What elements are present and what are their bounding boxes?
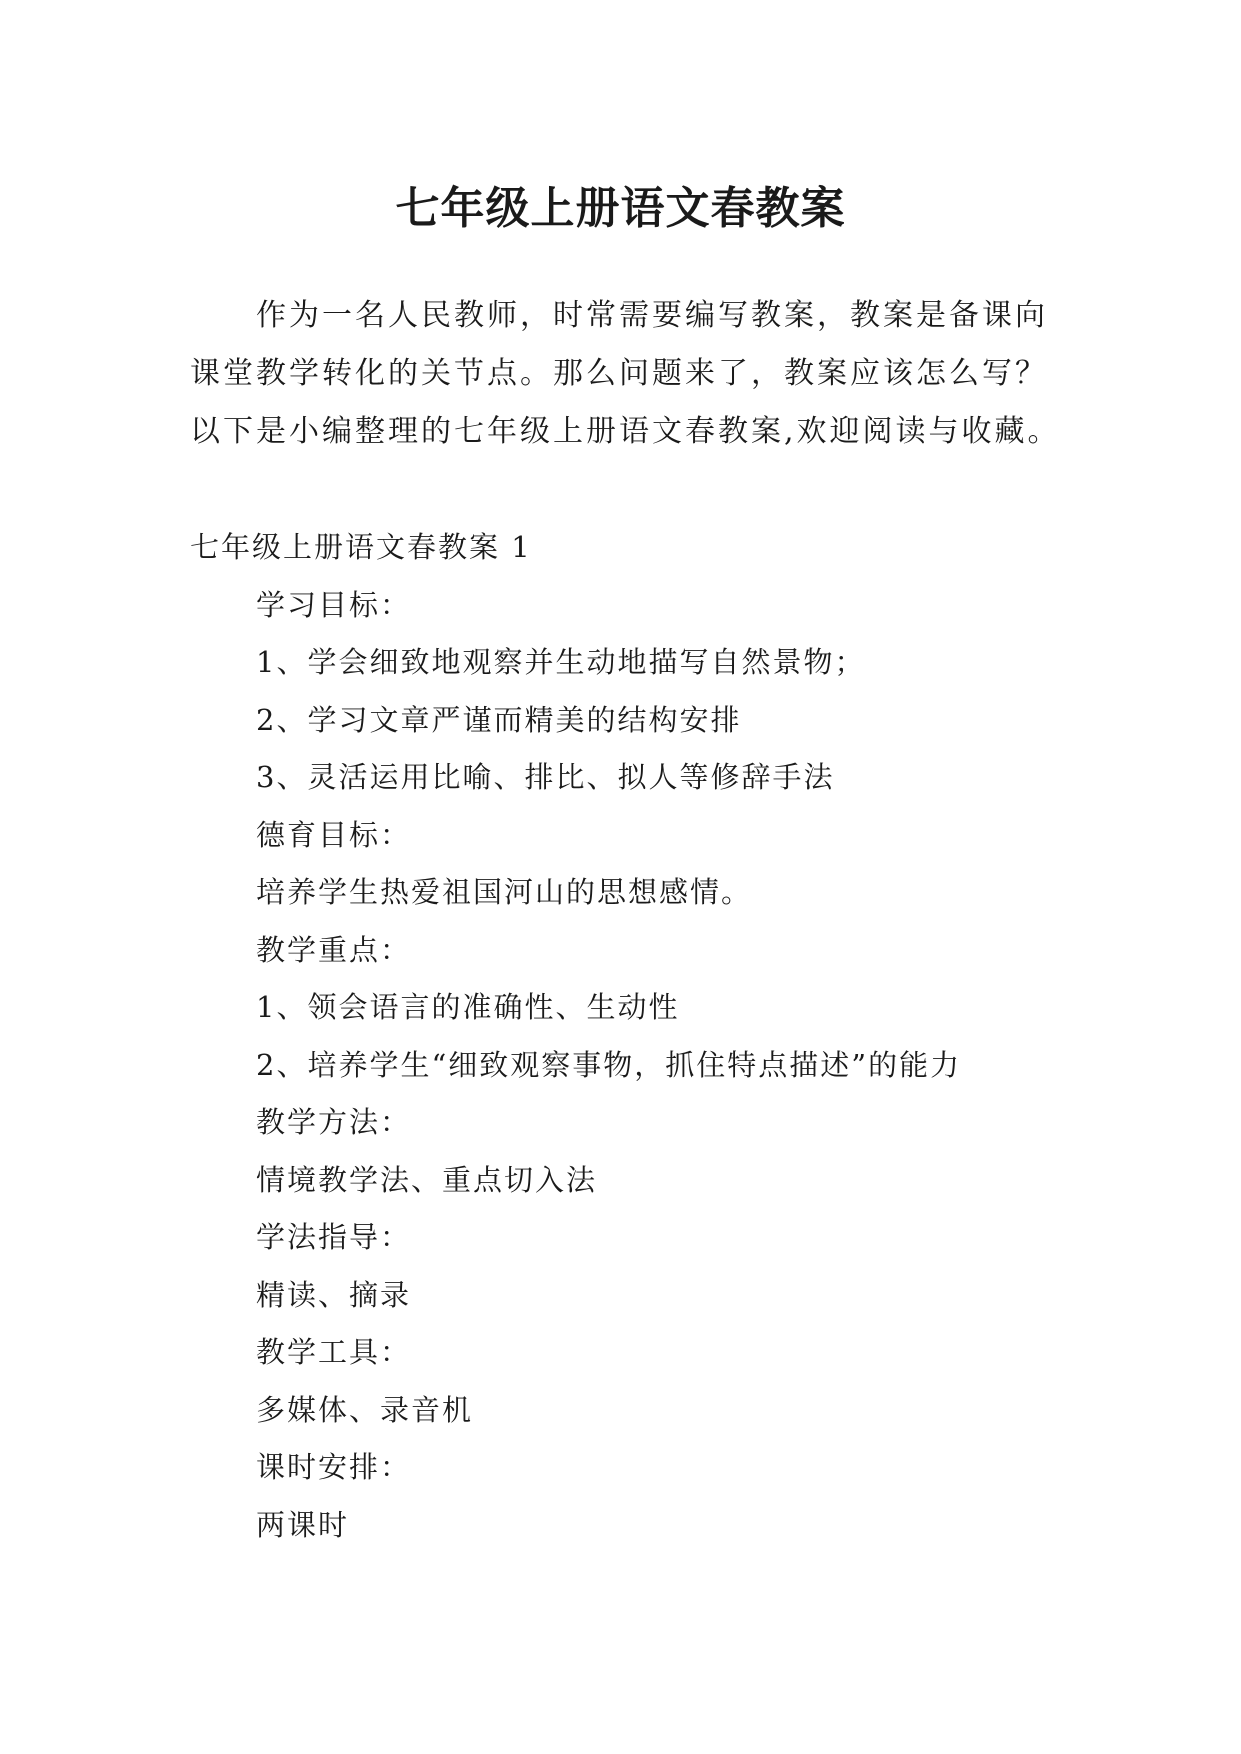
label-learning-goals: 学习目标： [256, 587, 412, 622]
body-text: 情境教学法、重点切入法 [256, 1162, 598, 1197]
list-item: 2、学习文章严谨而精美的结构安排 [256, 702, 742, 737]
label-moral-goals: 德育目标： [256, 817, 412, 852]
body-text: 精读、摘录 [256, 1277, 412, 1312]
list-item: 1、领会语言的准确性、生动性 [256, 990, 680, 1024]
list-item: 1、学会细致地观察并生动地描写自然景物； [256, 645, 866, 679]
section-heading: 七年级上册语文春教案 1 [190, 530, 532, 564]
document-title: 七年级上册语文春教案 [395, 183, 846, 235]
label-teaching-method: 教学方法： [256, 1105, 412, 1139]
list-item: 3、灵活运用比喻、排比、拟人等修辞手法 [256, 760, 835, 794]
lesson-plan-body [190, 519, 1070, 1554]
label-class-schedule: 课时安排： [256, 1450, 412, 1484]
body-text: 两课时 [256, 1507, 350, 1542]
intro-line: 课堂教学转化的关节点。那么问题来了，教案应该怎么写？ [190, 356, 1048, 391]
intro-line: 作为一名人民教师，时常需要编写教案，教案是备课向 [256, 298, 1048, 333]
intro-line: 以下是小编整理的七年级上册语文春教案,欢迎阅读与收藏。 [190, 414, 1061, 449]
intro-paragraph [190, 287, 1070, 461]
list-item: 2、培养学生“细致观察事物，抓住特点描述”的能力 [256, 1047, 962, 1082]
body-text: 培养学生热爱祖国河山的思想感情。 [256, 875, 753, 909]
label-study-guidance: 学法指导： [256, 1220, 412, 1254]
label-teaching-focus: 教学重点： [256, 932, 412, 967]
label-teaching-tools: 教学工具： [256, 1335, 412, 1369]
body-text: 多媒体、录音机 [256, 1392, 474, 1427]
